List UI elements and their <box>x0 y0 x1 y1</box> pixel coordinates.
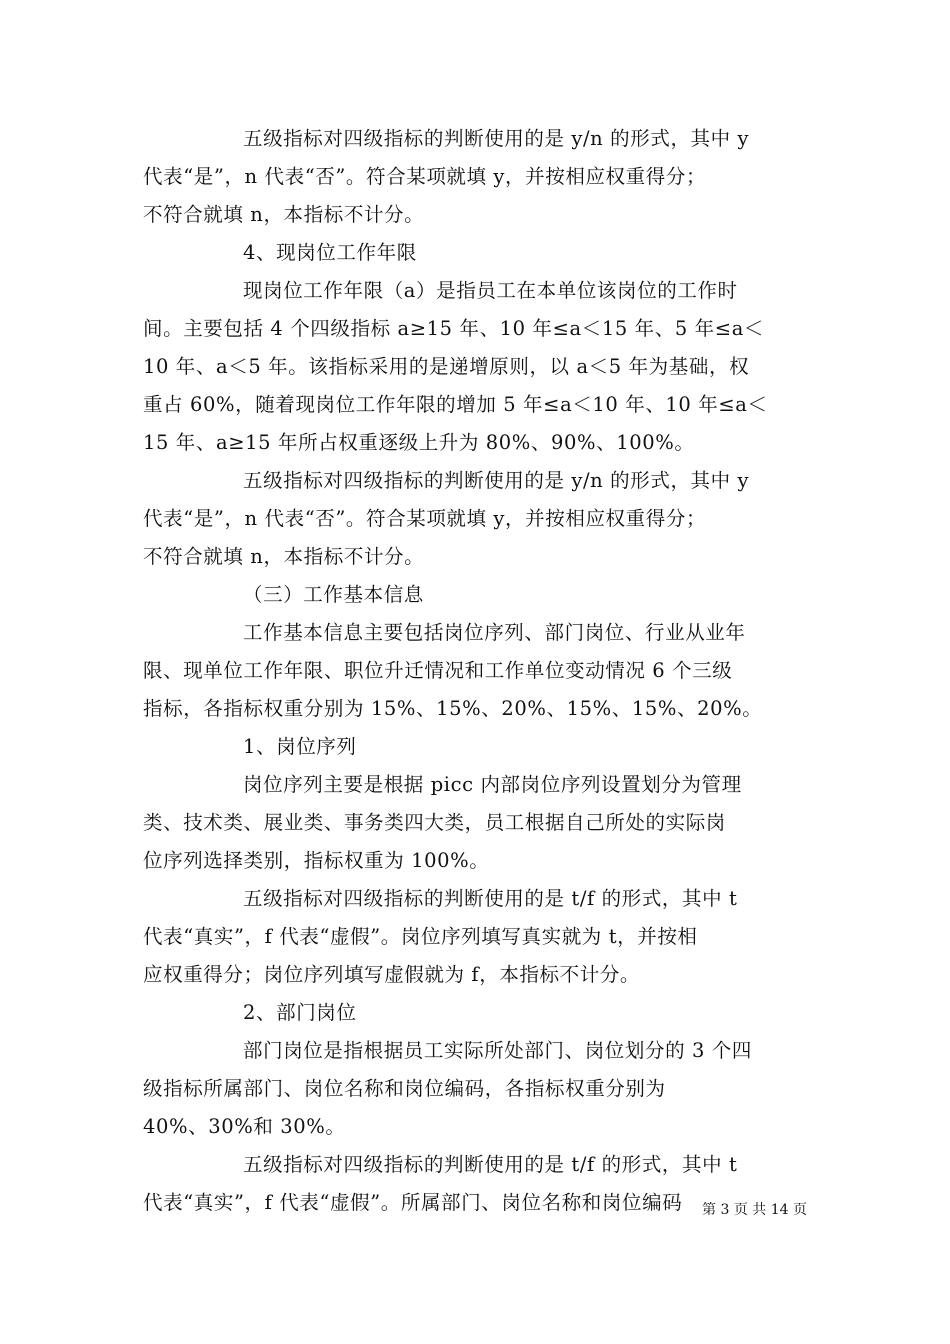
section-heading: 2、部门岗位 <box>243 1001 357 1024</box>
paragraph-line: 现岗位工作年限（a）是指员工在本单位该岗位的工作时 <box>243 279 738 302</box>
paragraph-line: 40%、30%和 30%。 <box>143 1115 346 1138</box>
paragraph-line: 类、技术类、展业类、事务类四大类，员工根据自己所处的实际岗 <box>143 811 726 834</box>
section-heading: （三）工作基本信息 <box>243 583 424 606</box>
paragraph-line: 10 年、a＜5 年。该指标采用的是递增原则，以 a＜5 年为基础，权 <box>143 355 750 378</box>
paragraph-line: 五级指标对四级指标的判断使用的是 y/n 的形式，其中 y <box>243 469 750 492</box>
paragraph-line: 代表“真实”，f 代表“虚假”。所属部门、岗位名称和岗位编码 <box>143 1191 683 1214</box>
paragraph-line: 五级指标对四级指标的判断使用的是 y/n 的形式，其中 y <box>243 127 750 150</box>
paragraph-line: 工作基本信息主要包括岗位序列、部门岗位、行业从业年 <box>243 621 746 644</box>
paragraph-line: 不符合就填 n，本指标不计分。 <box>143 545 425 568</box>
paragraph-line: 限、现单位工作年限、职位升迁情况和工作单位变动情况 6 个三级 <box>143 659 733 682</box>
section-heading: 1、岗位序列 <box>243 735 357 758</box>
paragraph-line: 代表“是”，n 代表“否”。符合某项就填 y，并按相应权重得分； <box>143 507 707 530</box>
paragraph-line: 位序列选择类别，指标权重为 100%。 <box>143 849 490 872</box>
document-body <box>143 120 808 1222</box>
paragraph-line: 指标，各指标权重分别为 15%、15%、20%、15%、15%、20%。 <box>143 697 763 720</box>
paragraph-line: 代表“是”，n 代表“否”。符合某项就填 y，并按相应权重得分； <box>143 165 707 188</box>
paragraph-line: 重占 60%，随着现岗位工作年限的增加 5 年≤a＜10 年、10 年≤a＜ <box>143 393 768 416</box>
paragraph-line: 级指标所属部门、岗位名称和岗位编码，各指标权重分别为 <box>143 1077 666 1100</box>
paragraph-line: 代表“真实”，f 代表“虚假”。岗位序列填写真实就为 t，并按相 <box>143 925 698 948</box>
page-number: 第 3 页 共 14 页 <box>702 1202 807 1218</box>
paragraph-line: 部门岗位是指根据员工实际所处部门、岗位划分的 3 个四 <box>243 1039 753 1062</box>
paragraph-line: 应权重得分；岗位序列填写虚假就为 f，本指标不计分。 <box>143 963 641 986</box>
paragraph-line: 不符合就填 n，本指标不计分。 <box>143 203 425 226</box>
paragraph-line: 间。主要包括 4 个四级指标 a≥15 年、10 年≤a＜15 年、5 年≤a＜ <box>143 317 765 340</box>
paragraph-line: 岗位序列主要是根据 picc 内部岗位序列设置划分为管理 <box>243 773 742 796</box>
paragraph-line: 五级指标对四级指标的判断使用的是 t/f 的形式，其中 t <box>243 887 738 910</box>
paragraph-line: 15 年、a≥15 年所占权重逐级上升为 80%、90%、100%。 <box>143 431 695 454</box>
section-heading: 4、现岗位工作年限 <box>243 241 417 264</box>
paragraph-line: 五级指标对四级指标的判断使用的是 t/f 的形式，其中 t <box>243 1153 738 1176</box>
